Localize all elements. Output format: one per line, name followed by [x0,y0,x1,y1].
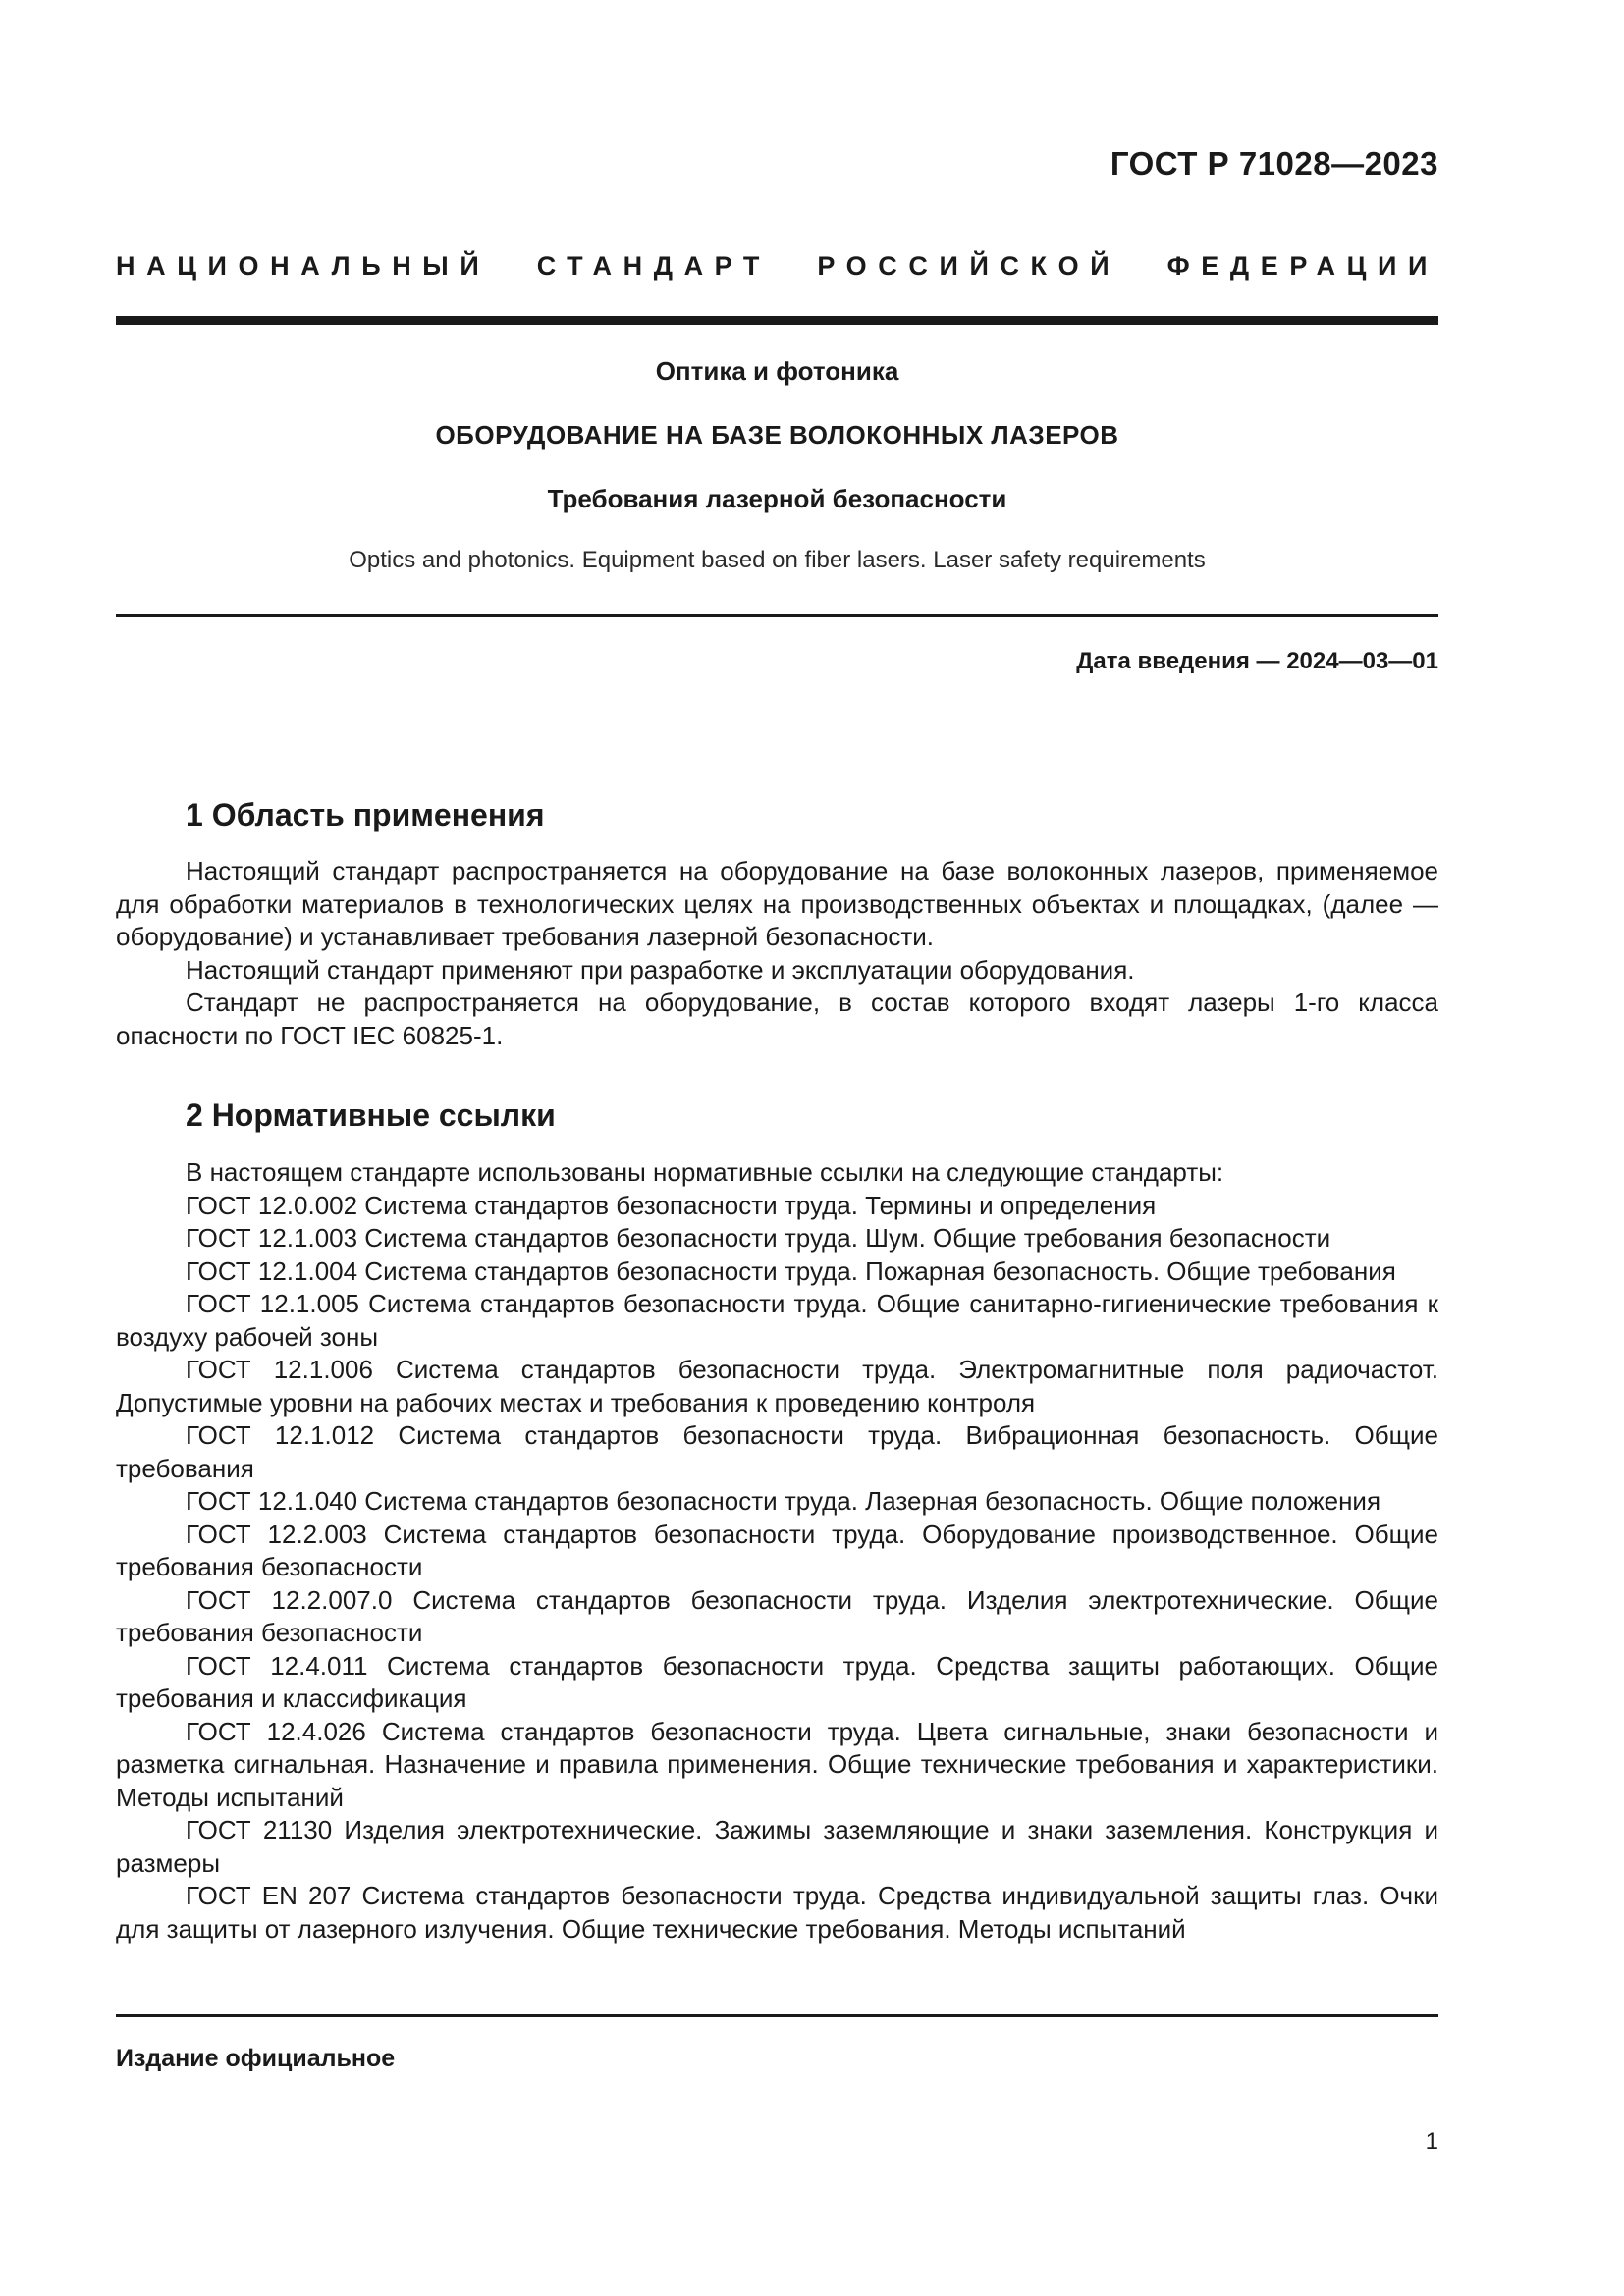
reference-item: ГОСТ 21130 Изделия электротехнические. Зажимы заземляющие и знаки заземления. Конструкция и размеры [116,1815,1438,1878]
reference-item: ГОСТ 12.1.012 Система стандартов безопасности труда. Вибрационная безопасность. Общие требования [116,1420,1438,1483]
page-number: 1 [1425,2128,1438,2155]
reference-item: ГОСТ 12.4.026 Система стандартов безопасности труда. Цвета сигнальные, знаки безопасности и разметка сигнальная. Назначение и правила применения. Общие технические требования и характеристики. Методы испытаний [116,1716,1438,1812]
reference-item: ГОСТ 12.1.040 Система стандартов безопасности труда. Лазерная безопасность. Общие положения [186,1486,1381,1516]
official-edition-label: Издание официальное [116,2045,396,2072]
reference-item: ГОСТ 12.0.002 Система стандартов безопасности труда. Термины и определения [186,1190,1157,1220]
section-heading-scope: 1 Область применения [186,797,545,832]
reference-item: ГОСТ 12.4.011 Система стандартов безопасности труда. Средства защиты работающих. Общие требования и классификация [116,1650,1438,1713]
footer-divider [116,2014,1438,2017]
introduction-date: Дата введения — 2024—03—01 [1076,648,1438,674]
section-scope-body [116,855,1438,1052]
paragraph: Настоящий стандарт распространяется на оборудование на базе волоконных лазеров, применяемое для обработки материалов в технологических целях на производственных объектах и площадках, (далее — оборудование) и устанавливает требования лазерной безопасности. [116,856,1438,951]
title-divider [116,614,1438,617]
paragraph: Стандарт не распространяется на оборудование, в состав которого входят лазеры 1-го класса опасности по ГОСТ IEC 60825-1. [116,988,1438,1050]
english-title: Optics and photonics. Equipment based on fiber lasers. Laser safety requirements [349,547,1206,573]
section-references-body [116,1156,1438,1946]
section-heading-normative-references: 2 Нормативные ссылки [186,1097,556,1133]
reference-item: ГОСТ EN 207 Система стандартов безопасности труда. Средства индивидуальной защиты глаз. Очки для защиты от лазерного излучения. Общие технические требования. Методы испытаний [116,1881,1438,1944]
reference-item: ГОСТ 12.1.004 Система стандартов безопасности труда. Пожарная безопасность. Общие требования [186,1255,1396,1286]
references-intro: В настоящем стандарте использованы нормативные ссылки на следующие стандарты: [186,1157,1224,1187]
reference-item: ГОСТ 12.1.005 Система стандартов безопасности труда. Общие санитарно-гигиенические требования к воздуху рабочей зоны [116,1289,1438,1352]
header-divider [116,316,1438,325]
reference-item: ГОСТ 12.1.006 Система стандартов безопасности труда. Электромагнитные поля радиочастот. Допустимые уровни на рабочих местах и требования к проведению контроля [116,1355,1438,1417]
document-title: ОБОРУДОВАНИЕ НА БАЗЕ ВОЛОКОННЫХ ЛАЗЕРОВ [435,420,1119,450]
reference-item: ГОСТ 12.1.003 Система стандартов безопасности труда. Шум. Общие требования безопасности [186,1223,1331,1253]
national-standard-banner: НАЦИОНАЛЬНЫЙ СТАНДАРТ РОССИЙСКОЙ ФЕДЕРАЦИИ [116,251,1438,281]
paragraph: Настоящий стандарт применяют при разработке и эксплуатации оборудования. [186,954,1135,985]
reference-item: ГОСТ 12.2.003 Система стандартов безопасности труда. Оборудование производственное. Общие требования безопасности [116,1519,1438,1581]
field-heading: Оптика и фотоника [655,356,899,386]
document-subtitle: Требования лазерной безопасности [547,484,1007,513]
standard-number: ГОСТ Р 71028—2023 [1110,145,1438,182]
reference-item: ГОСТ 12.2.007.0 Система стандартов безопасности труда. Изделия электротехнические. Общие требования безопасности [116,1584,1438,1647]
document-page [116,0,1438,2296]
